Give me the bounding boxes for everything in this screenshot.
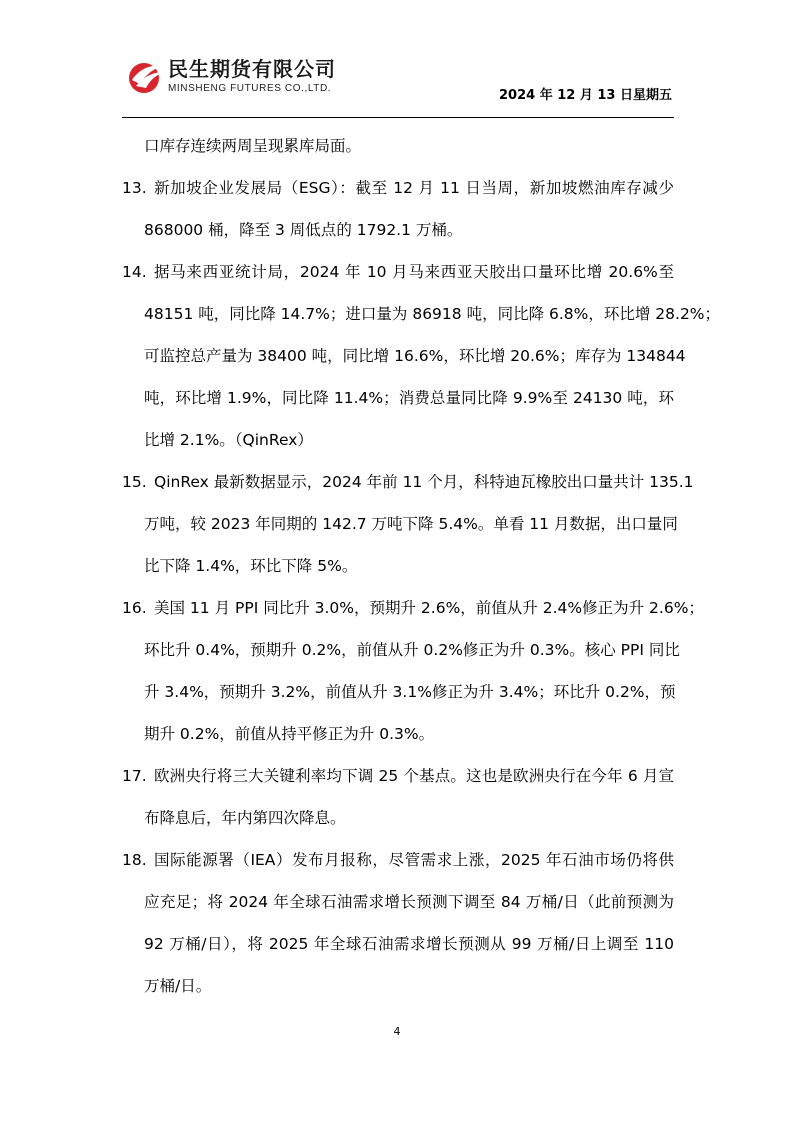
news-item-18 xyxy=(122,839,674,1007)
text-line: 吨，环比增 1.9%，同比降 11.4%；消费总量同比降 9.9%至 24130 吨，环 xyxy=(144,389,674,407)
item-number: 17. xyxy=(122,767,147,785)
text-line: 比增 2.1%。（QinRex） xyxy=(144,431,313,449)
item-number: 16. xyxy=(122,599,147,617)
text-line: 口库存连续两周呈现累库局面。 xyxy=(144,137,362,155)
text-line: 布降息后，年内第四次降息。 xyxy=(144,809,346,827)
item-number: 15. xyxy=(122,473,147,491)
text-line: 16. 美国 11 月 PPI 同比升 3.0%，预期升 2.6%，前值从升 2.4%修正为升 2.6%； xyxy=(122,587,674,629)
news-item-15 xyxy=(122,461,694,587)
text-line: 18. 国际能源署（IEA）发布月报称，尽管需求上涨，2025 年石油市场仍将供 xyxy=(122,839,674,881)
item-number: 13. xyxy=(122,179,147,197)
text-line: 14. 据马来西亚统计局，2024 年 10 月马来西亚天胶出口量环比增 20.6%至 xyxy=(122,251,674,293)
company-logo xyxy=(126,56,376,104)
text-line: 期升 0.2%，前值从持平修正为升 0.3%。 xyxy=(144,725,435,743)
text-line: 868000 桶，降至 3 周低点的 1792.1 万桶。 xyxy=(144,221,463,239)
text-line: 17. 欧洲央行将三大关键利率均下调 25 个基点。这也是欧洲央行在今年 6 月宣 xyxy=(122,755,674,797)
page-number: 4 xyxy=(393,1025,401,1038)
text-line: 比下降 1.4%，环比下降 5%。 xyxy=(144,557,358,575)
company-name-cn: 民生期货有限公司 xyxy=(168,57,336,81)
header-divider xyxy=(122,117,674,118)
news-item-14 xyxy=(122,251,721,461)
text-line: 万吨，较 2023 年同期的 142.7 万吨下降 5.4%。单看 11 月数据，出口量同 xyxy=(144,515,678,533)
news-list xyxy=(122,125,721,1007)
text-line: 92 万桶/日），将 2025 年全球石油需求增长预测从 99 万桶/日上调至 110 xyxy=(144,935,674,953)
news-item-continued xyxy=(122,125,674,167)
text-line: 升 3.4%，预期升 3.2%，前值从升 3.1%修正为升 3.4%；环比升 0.2%，预 xyxy=(144,683,676,701)
report-date: 2024 年 12 月 13 日星期五 xyxy=(499,88,672,103)
item-number: 14. xyxy=(122,263,147,281)
company-name-en: MINSHENG FUTURES CO.,LTD. xyxy=(168,83,332,94)
minsheng-logo-icon xyxy=(126,56,166,96)
text-line: 可监控总产量为 38400 吨，同比增 16.6%，环比增 20.6%；库存为 134844 xyxy=(144,347,686,365)
text-line: 应充足；将 2024 年全球石油需求增长预测下调至 84 万桶/日（此前预测为 xyxy=(144,893,674,911)
text-line: 环比升 0.4%，预期升 0.2%，前值从升 0.2%修正为升 0.3%。核心 PPI 同比 xyxy=(144,641,680,659)
item-number: 18. xyxy=(122,851,147,869)
news-item-16 xyxy=(122,587,704,755)
text-line: 13. 新加坡企业发展局（ESG）：截至 12 月 11 日当周，新加坡燃油库存减少 xyxy=(122,167,674,209)
text-line: 15. QinRex 最新数据显示，2024 年前 11 个月，科特迪瓦橡胶出口量共计 135.1 xyxy=(122,461,674,503)
text-line: 48151 吨，同比降 14.7%；进口量为 86918 吨，同比降 6.8%，环比增 28.2%； xyxy=(144,305,721,323)
news-item-13 xyxy=(122,167,674,251)
text-line: 万桶/日。 xyxy=(144,977,212,995)
news-item-17 xyxy=(122,755,674,839)
